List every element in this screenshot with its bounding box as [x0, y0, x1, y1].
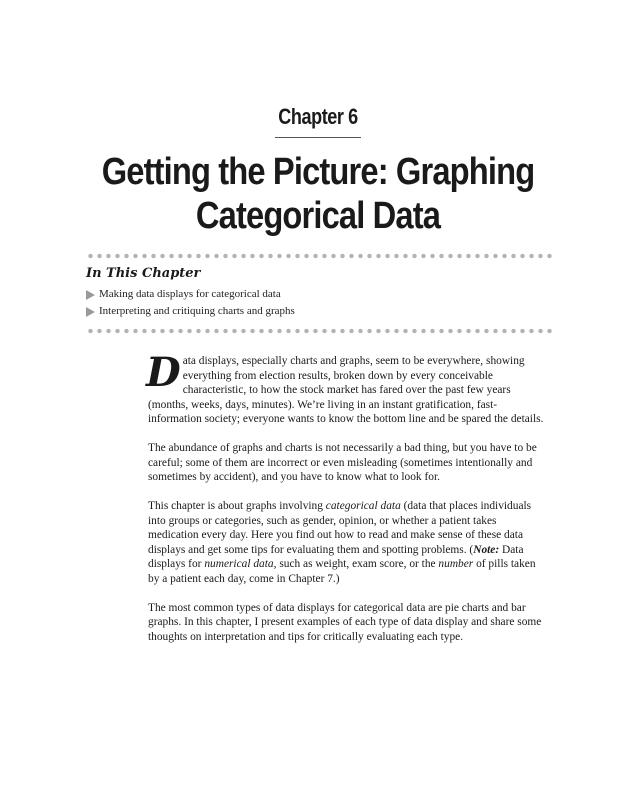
triangle-bullet-icon: [86, 290, 95, 300]
term-numerical-data: numerical data,: [204, 558, 277, 570]
chapter-title: [45, 150, 592, 238]
note-label: Note:: [473, 543, 500, 556]
paragraph-chapter-scope: [148, 499, 548, 586]
dotted-divider-bottom: [86, 328, 552, 334]
chapter-label-underline: [275, 137, 361, 138]
dotted-divider-top: [86, 253, 552, 259]
text-run: (data that places individuals into groups or categories, such as gender, opinion, or whether a patient takes medication every day. Here you find out how to read and make sense of these data displays and get some tips for evaluating them and spotting problems. (: [148, 500, 532, 556]
chapter-body: [146, 349, 548, 659]
text-run: Data displays for: [148, 543, 524, 570]
paragraph-intro-text: ata displays, especially charts and graphs, seem to be everywhere, showing everything from election results, broken down by every conceivable characteristic, to how the stock market has fared over the past few years (months, weeks, days, minutes). We’re living in an instant gratification, fast-information society; everyone wants to know the bottom line and be spared the details.: [148, 355, 544, 425]
text-run: such as weight, exam score, or the: [276, 558, 439, 570]
list-item: [86, 303, 295, 320]
text-run: This chapter is about graphs involving: [148, 500, 326, 512]
drop-cap: D: [146, 349, 181, 396]
list-item-text: Interpreting and critiquing charts and graphs: [99, 305, 295, 317]
triangle-bullet-icon: [86, 307, 95, 317]
text-run: of pills taken by a patient each day, come in Chapter 7.): [148, 558, 536, 585]
in-this-chapter-list: [86, 286, 295, 320]
chapter-label: Chapter 6: [278, 104, 358, 129]
list-item-text: Making data displays for categorical data: [99, 288, 281, 300]
in-this-chapter-heading: In This Chapter: [86, 266, 201, 281]
paragraph-abundance: The abundance of graphs and charts is not necessarily a bad thing, but you have to be careful; some of them are incorrect or even misleading (sometimes intentionally and sometimes by accident), and you have to know what to look for.: [148, 442, 537, 483]
term-categorical-data: categorical data: [325, 500, 401, 512]
chapter-title-line-1: Getting the Picture: Graphing: [101, 151, 535, 193]
chapter-title-line-2: Categorical Data: [195, 195, 441, 237]
paragraph-intro: [146, 349, 548, 427]
paragraph-common-types: The most common types of data displays for categorical data are pie charts and bar graphs. In this chapter, I present examples of each type of data display and share some thoughts on interpretation and tips for critically evaluating each type.: [148, 601, 542, 643]
term-number: number: [438, 558, 474, 570]
list-item: [86, 286, 295, 303]
